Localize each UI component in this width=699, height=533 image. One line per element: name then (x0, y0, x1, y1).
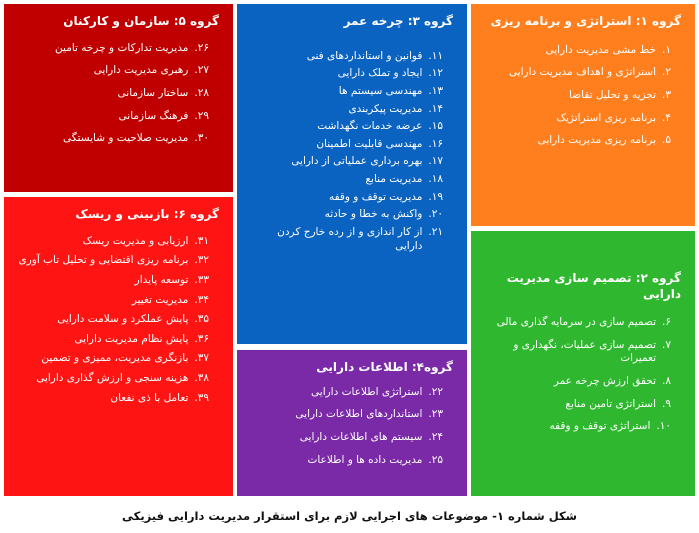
group-4-list (247, 386, 453, 468)
list-item: ۳۹. تعامل با ذی نفعان (110, 391, 209, 404)
list-item: ۲۰. واکنش به خطا و حادثه (324, 208, 443, 221)
list-item: ۲۶. مدیریت تدارکات و چرخه تامین (55, 41, 209, 54)
list-item: ۲۴. سیستم های اطلاعات دارایی (299, 430, 443, 443)
list-item: ۲۳. استانداردهای اطلاعات دارایی (295, 408, 443, 421)
group-6-list (14, 235, 219, 406)
list-item: ۳۱. ارزیابی و مدیریت ریسک (82, 234, 209, 247)
group-1-list (481, 44, 681, 148)
list-item: ۱۸. مدیریت منابع (365, 173, 443, 186)
list-item: ۱۴. مدیریت پیکربندی (348, 102, 443, 115)
group-2-box (471, 231, 695, 496)
list-item: ۳. تجزیه و تحلیل تقاضا (569, 88, 671, 101)
list-item: ۱۶. مهندسی قابلیت اطمینان (316, 137, 443, 150)
list-item: ۲۵. مدیریت داده ها و اطلاعات (307, 453, 443, 466)
list-item: ۱۱. قوانین و استانداردهای فنی (306, 49, 443, 62)
list-item: ۲۸. ساختار سازمانی (117, 86, 209, 99)
list-item: ۲۷. رهبری مدیریت دارایی (93, 64, 209, 77)
group-5-title: گروه ۵: سازمان و کارکنان (63, 14, 219, 28)
list-item: ۱۲. ایجاد و تملک دارایی (337, 67, 443, 80)
group-1-title: گروه ۱: استراتژی و برنامه ریزی (490, 14, 681, 28)
group-4-box (237, 350, 467, 496)
list-item: ۱۹. مدیریت توقف و وقفه (328, 190, 443, 203)
list-item: ۳۵. پایش عملکرد و سلامت دارایی (57, 313, 209, 326)
group-1-box (471, 4, 695, 226)
group-3-list (247, 50, 453, 254)
figure-caption: شکل شماره ۱- موضوعات های اجرایی لازم برای استقرار مدیریت دارایی فیزیکی (122, 509, 577, 523)
list-item: ۱۷. بهره برداری عملیاتی از دارایی (291, 155, 443, 168)
list-item: ۱۳. مهندسی سیستم ها (338, 84, 443, 97)
list-item: ۳۸. هزینه سنجی و ارزش گذاری دارایی (36, 372, 209, 385)
list-item: ۳۲. برنامه ریزی اقتضایی و تحلیل تاب آوری (18, 254, 209, 267)
list-item: ۳۷. بازنگری مدیریت، ممیزی و تضمین (41, 352, 209, 365)
group-5-box (4, 4, 233, 192)
list-item: ۸. تحقق ارزش چرخه عمر (553, 375, 671, 388)
list-item: ۳۶. پایش نظام مدیریت دارایی (74, 332, 209, 345)
group-5-list (14, 42, 219, 146)
group-2-list (481, 316, 681, 434)
group-3-title: گروه ۳: چرخه عمر (343, 14, 453, 28)
group-6-box (4, 197, 233, 496)
list-item: ۳۴. مدیریت تغییر (131, 293, 209, 306)
list-item: ۹. استراتژی تامین منابع (565, 397, 671, 410)
group-2-title: گروه ۲: تصمیم سازی مدیریت دارایی (506, 271, 681, 301)
list-item: ۶. تصمیم سازی در سرمایه گذاری مالی (496, 316, 671, 329)
list-item: ۱۵. عرضه خدمات نگهداشت (317, 120, 443, 133)
list-item: ۳۰. مدیریت صلاحیت و شایستگی (63, 132, 209, 145)
list-item: ۷. تصمیم سازی عملیات، نگهداری و تعمیرات (513, 338, 671, 365)
group-4-title: گروه۴: اطلاعات دارایی (316, 360, 453, 374)
list-item: ۵. برنامه ریزی مدیریت دارایی (537, 134, 671, 147)
list-item: ۲۲. استراتژی اطلاعات دارایی (311, 385, 443, 398)
list-item: ۲. استراتژی و اهداف مدیریت دارایی (508, 66, 671, 79)
list-item: ۴. برنامه ریزی استراتژیک (556, 111, 671, 124)
list-item: ۲۱. از کار اندازی و از رده خارج کردن دارایی (277, 226, 443, 252)
list-item: ۱. خط مشی مدیریت دارایی (545, 43, 671, 56)
list-item: ۲۹. فرهنگ سازمانی (118, 109, 209, 122)
group-6-title: گروه ۶: بازبینی و ریسک (75, 207, 219, 221)
group-3-box (237, 4, 467, 344)
list-item: ۳۳. توسعه پایدار (134, 273, 209, 286)
list-item: ۱۰. استراتژی توقف و وقفه (549, 420, 671, 433)
